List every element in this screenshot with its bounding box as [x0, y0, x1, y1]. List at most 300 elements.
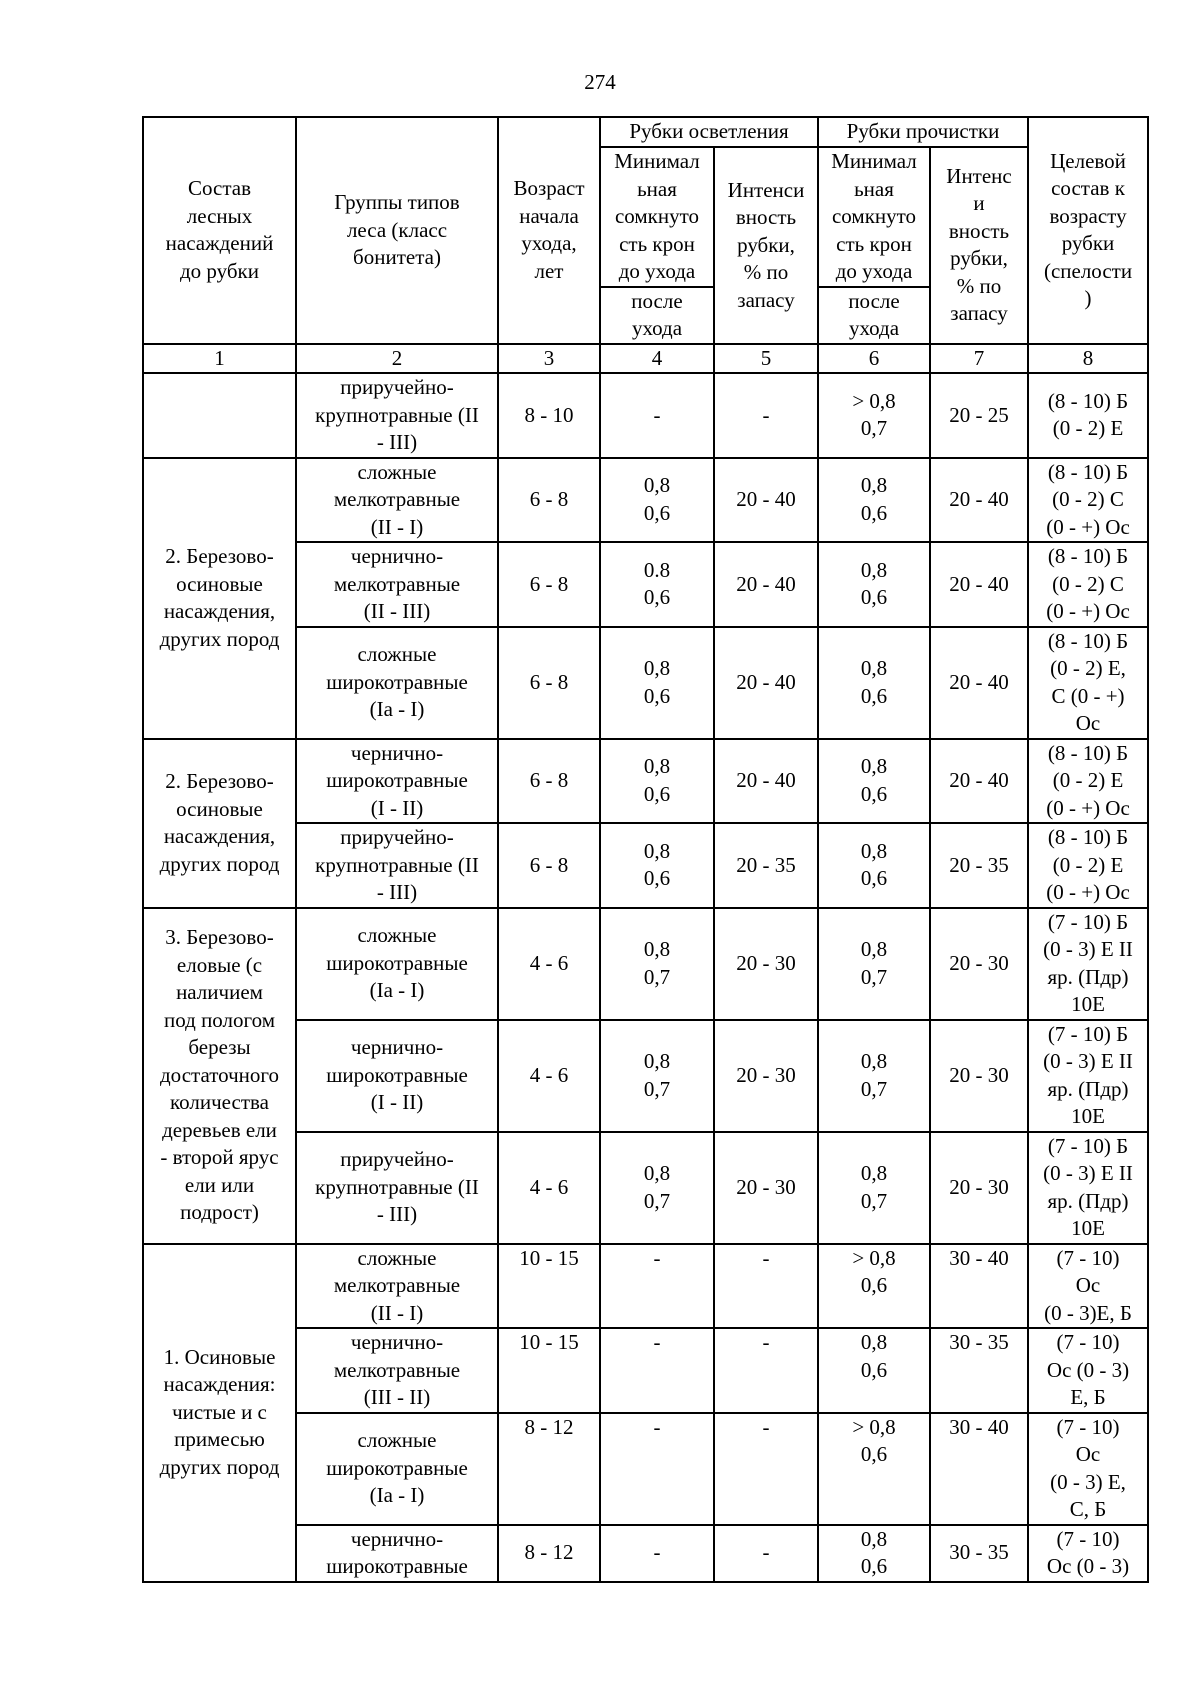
cell-line: 0,8: [643, 838, 671, 863]
cell-line: сложные: [357, 1428, 437, 1453]
cell-line: (Ia - I): [369, 1483, 425, 1508]
cell-start-age: 4 - 6: [498, 1132, 600, 1244]
cell-line: чистые и с: [172, 1399, 267, 1424]
cell-cleaning-intensity: 20 - 40: [930, 739, 1028, 824]
cell-line: (8 - 10) Б: [1047, 388, 1129, 413]
cell-target-composition: [1028, 908, 1148, 1020]
cell-line: (0 - 3) Е II: [1043, 1161, 1133, 1185]
cell-target-composition: [1028, 458, 1148, 543]
cell-line: крупнотравные (II: [315, 1174, 479, 1199]
cell-line: Группы типов: [334, 190, 460, 214]
cell-line: осиновые: [176, 796, 263, 821]
cell-line: 0,6: [860, 500, 888, 525]
cell-line: вность: [948, 218, 1010, 243]
cell-line: 0,6: [643, 781, 671, 806]
cell-cleaning-intensity: 20 - 40: [930, 542, 1028, 627]
cell-line: 0,7: [643, 1076, 671, 1101]
cell-line: начала: [519, 203, 579, 228]
cell-line: 0,6: [860, 1554, 888, 1578]
cell-line: насаждения:: [163, 1372, 276, 1397]
cell-line: достаточного: [160, 1062, 279, 1087]
cell-line: (7 - 10) Б: [1047, 1021, 1129, 1046]
cell-light-closure: [600, 542, 714, 627]
cell-line: крупнотравные (II: [315, 402, 479, 427]
cell-line: Интенс: [946, 163, 1012, 188]
cell-forest-type: [296, 627, 498, 739]
cell-line: (7 - 10) Б: [1047, 909, 1129, 934]
cell-line: насаждений: [165, 231, 274, 256]
cell-line: крупнотравные (II: [315, 852, 479, 877]
cell-start-age: 8 - 12: [498, 1525, 600, 1582]
cell-cleaning-closure: [818, 627, 930, 739]
cell-line: 1. Осиновые: [163, 1344, 276, 1369]
cell-line: до рубки: [179, 258, 259, 283]
cell-forest-type: [296, 458, 498, 543]
cell-line: (спелости: [1043, 258, 1133, 283]
cell-light-intensity: 20 - 35: [714, 823, 818, 908]
cell-target-composition: [1028, 1132, 1148, 1244]
cell-line: чернично-: [350, 1330, 444, 1354]
column-number: 1: [143, 344, 296, 374]
cell-light-intensity: 20 - 30: [714, 1132, 818, 1244]
cell-composition: [143, 373, 296, 458]
cell-line: -: [653, 1414, 661, 1439]
cell-line: % по: [956, 273, 1002, 298]
cell-line: леса (класс: [346, 217, 448, 242]
cell-light-intensity: 20 - 40: [714, 739, 818, 824]
cell-line: других пород: [159, 626, 280, 651]
cell-line: 0,8: [860, 1526, 888, 1551]
cell-composition: [143, 1244, 296, 1582]
cell-cleaning-intensity: 30 - 35: [930, 1525, 1028, 1582]
cell-line: (II - III): [363, 599, 431, 623]
cell-line: - III): [376, 1202, 418, 1227]
cell-line: -: [653, 1330, 661, 1354]
header-light-closure-before: [601, 148, 713, 288]
cell-light-intensity: 20 - 30: [714, 1020, 818, 1132]
cell-line: 0.8: [643, 557, 671, 582]
cell-line: березы: [188, 1035, 251, 1060]
cell-cleaning-closure: [818, 1525, 930, 1582]
cell-line: 0,8: [860, 1330, 888, 1354]
cell-line: (0 - +) Ос: [1046, 599, 1130, 623]
cell-line: (0 - +) Ос: [1046, 795, 1130, 820]
cell-line: чернично-: [350, 1035, 444, 1060]
cell-light-closure: [600, 627, 714, 739]
cell-line: -: [653, 1245, 661, 1270]
cell-forest-type: [296, 1244, 498, 1329]
cell-line: (Ia - I): [369, 697, 425, 722]
cell-line: до ухода: [618, 259, 696, 283]
forest-care-table: [142, 116, 1149, 1583]
header-cleaning-closure: [818, 147, 930, 344]
cell-cleaning-closure: [818, 823, 930, 908]
cell-cleaning-closure: [818, 1132, 930, 1244]
cell-line: Ос (0 - 3): [1046, 1357, 1130, 1382]
cell-cleaning-closure: [818, 542, 930, 627]
cell-line: С (0 - +): [1051, 683, 1125, 708]
cell-line: 0,7: [643, 964, 671, 989]
cell-line: осиновые: [176, 571, 263, 596]
column-number: 6: [818, 344, 930, 374]
cell-line: мелкотравные: [333, 1273, 461, 1297]
cell-line: сомкнуто: [614, 204, 700, 228]
cell-line: 10Е: [1071, 1216, 1105, 1240]
cell-line: состав к: [1051, 176, 1125, 201]
cell-line: вность: [735, 205, 797, 229]
cell-line: 0,6: [860, 585, 888, 610]
cell-cleaning-intensity: 20 - 40: [930, 627, 1028, 739]
cell-cleaning-intensity: 20 - 30: [930, 1132, 1028, 1244]
cell-line: после: [631, 288, 683, 313]
cell-line: 10Е: [1071, 992, 1105, 1016]
column-number: 4: [600, 344, 714, 374]
cell-start-age: 6 - 8: [498, 542, 600, 627]
cell-line: % по: [743, 260, 789, 284]
cell-line: широкотравные: [326, 768, 468, 792]
cell-line: ели или: [184, 1172, 255, 1197]
cell-line: -: [653, 402, 661, 427]
cell-line: Минимал: [831, 149, 917, 173]
cell-line: широкотравные: [326, 1062, 468, 1087]
cell-light-closure: [600, 1244, 714, 1329]
cell-line: > 0,8: [852, 1414, 896, 1439]
column-number: 8: [1028, 344, 1148, 374]
cell-line: 0,7: [643, 1188, 671, 1213]
cell-line: 0,6: [643, 683, 671, 708]
cell-line: (7 - 10): [1056, 1414, 1120, 1439]
cell-line: других пород: [159, 851, 280, 876]
cell-light-closure: [600, 1525, 714, 1582]
column-number: 7: [930, 344, 1028, 374]
cell-line: насаждения,: [163, 824, 276, 848]
cell-line: (8 - 10) Б: [1047, 740, 1129, 765]
cell-forest-type: [296, 1132, 498, 1244]
cell-composition: [143, 458, 296, 739]
cell-line: 0,8: [643, 473, 671, 498]
cell-line: Возраст: [513, 176, 585, 201]
cell-light-closure: [600, 1413, 714, 1525]
cell-line: сложные: [357, 642, 437, 667]
cell-line: яр. (Пдр): [1047, 1188, 1129, 1213]
cell-target-composition: [1028, 542, 1148, 627]
cell-line: (8 - 10) Б: [1047, 544, 1129, 568]
cell-line: приручейно-: [340, 1147, 454, 1172]
cell-line: лет: [534, 258, 564, 283]
cell-light-intensity: -: [714, 373, 818, 458]
cell-line: (I - II): [370, 795, 424, 820]
cell-line: (7 - 10): [1056, 1526, 1120, 1551]
cell-cleaning-intensity: 30 - 40: [930, 1413, 1028, 1525]
cell-cleaning-closure: [818, 908, 930, 1020]
cell-cleaning-intensity: 30 - 35: [930, 1328, 1028, 1413]
cell-line: 0,7: [860, 416, 888, 441]
cell-line: 0,7: [860, 1188, 888, 1213]
cell-line: Е, Б: [1070, 1385, 1106, 1409]
cell-line: яр. (Пдр): [1047, 1076, 1129, 1101]
cell-line: 10Е: [1071, 1104, 1105, 1128]
cell-target-composition: [1028, 1525, 1148, 1582]
cell-light-intensity: 20 - 40: [714, 627, 818, 739]
cell-line: 0,8: [860, 1049, 888, 1073]
cell-light-closure: [600, 1132, 714, 1244]
cell-start-age: 4 - 6: [498, 1020, 600, 1132]
cell-line: 0,6: [860, 1442, 888, 1466]
cell-line: 0,8: [643, 754, 671, 779]
cell-line: 0,8: [860, 937, 888, 961]
cell-line: широкотравные: [326, 1554, 468, 1578]
cell-line: (II - I): [370, 1300, 424, 1325]
cell-light-intensity: 20 - 30: [714, 908, 818, 1020]
cell-line: бонитета): [353, 245, 441, 269]
cell-line: 0,8: [860, 754, 888, 779]
cell-light-intensity: 20 - 40: [714, 458, 818, 543]
cell-light-intensity: -: [714, 1244, 818, 1329]
cell-cleaning-intensity: 20 - 40: [930, 458, 1028, 543]
cell-cleaning-closure: [818, 458, 930, 543]
cell-line: 0,8: [643, 656, 671, 680]
cell-line: (0 - 3) Е II: [1043, 1049, 1133, 1073]
cell-line: (Ia - I): [369, 978, 425, 1003]
cell-line: рубки: [1061, 231, 1115, 256]
cell-line: (0 - +) Ос: [1046, 880, 1130, 904]
cell-line: > 0,8: [852, 1245, 896, 1270]
cell-line: широкотравные: [326, 1455, 468, 1480]
cell-start-age: 6 - 8: [498, 823, 600, 908]
cell-line: 0,7: [860, 964, 888, 989]
table-row: [143, 908, 1148, 1020]
cell-line: запасу: [950, 301, 1008, 326]
cell-line: (8 - 10) Б: [1047, 459, 1129, 484]
cell-target-composition: [1028, 823, 1148, 908]
cell-forest-type: [296, 542, 498, 627]
cell-target-composition: [1028, 1413, 1148, 1525]
cell-line: (I - II): [370, 1090, 424, 1115]
cell-forest-type: [296, 908, 498, 1020]
cell-light-closure: [600, 908, 714, 1020]
cell-line: сть крон: [619, 231, 695, 256]
cell-start-age: 10 - 15: [498, 1328, 600, 1413]
table-row: [143, 458, 1148, 543]
cell-light-closure: [600, 1328, 714, 1413]
cell-light-intensity: -: [714, 1413, 818, 1525]
cell-composition: [143, 739, 296, 908]
cell-light-closure: [600, 373, 714, 458]
cell-forest-type: [296, 739, 498, 824]
cell-line: 3. Березово-: [165, 925, 274, 950]
cell-cleaning-closure: [818, 1328, 930, 1413]
cell-cleaning-intensity: 20 - 30: [930, 908, 1028, 1020]
header-forest-type: [296, 117, 498, 344]
cell-line: 0,6: [860, 1357, 888, 1382]
cell-line: ухода: [631, 316, 683, 340]
column-number: 5: [714, 344, 818, 374]
cell-line: 0,6: [860, 866, 888, 891]
header-light-cuttings: Рубки осветления: [600, 117, 818, 147]
cell-line: до ухода: [835, 259, 913, 283]
cell-start-age: 4 - 6: [498, 908, 600, 1020]
header-light-closure: [600, 147, 714, 344]
cell-forest-type: [296, 373, 498, 458]
cell-line: (0 - 3)Е, Б: [1044, 1300, 1132, 1325]
cell-forest-type: [296, 1328, 498, 1413]
cell-line: ): [1084, 286, 1092, 311]
cell-start-age: 8 - 12: [498, 1413, 600, 1525]
cell-forest-type: [296, 1413, 498, 1525]
cell-line: (0 - 3) Е II: [1043, 937, 1133, 961]
cell-line: (0 - 3) Е,: [1050, 1469, 1126, 1494]
table-row: [143, 739, 1148, 824]
cell-line: лесных: [186, 203, 253, 228]
cell-line: Целевой: [1050, 148, 1126, 173]
cell-line: чернично-: [350, 1526, 444, 1551]
cell-line: (0 - 2) С: [1052, 487, 1124, 511]
cell-line: сть крон: [836, 231, 912, 256]
cell-start-age: 10 - 15: [498, 1244, 600, 1329]
column-number: 3: [498, 344, 600, 374]
cell-line: ухода: [848, 316, 900, 340]
table-row: [143, 373, 1148, 458]
cell-line: (7 - 10) Б: [1047, 1133, 1129, 1158]
cell-line: мелкотравные: [333, 487, 461, 511]
header-composition: [143, 117, 296, 344]
cell-line: рубки,: [950, 246, 1008, 271]
cell-light-intensity: -: [714, 1328, 818, 1413]
cell-forest-type: [296, 823, 498, 908]
cell-target-composition: [1028, 1328, 1148, 1413]
cell-line: 0,8: [860, 557, 888, 582]
cell-line: -: [653, 1540, 661, 1565]
cell-cleaning-intensity: 20 - 25: [930, 373, 1028, 458]
table-row: [143, 1244, 1148, 1329]
cell-line: подрост): [180, 1200, 259, 1225]
header-start-age: [498, 117, 600, 344]
header-cleaning-closure-after: [819, 288, 929, 343]
cell-line: возрасту: [1049, 203, 1127, 228]
page-number: 274: [584, 70, 616, 94]
cell-line: чернично-: [350, 740, 444, 765]
cell-line: Интенси: [727, 177, 805, 202]
cell-line: других пород: [159, 1454, 280, 1479]
cell-line: (II - I): [370, 514, 424, 539]
cell-line: 0,8: [860, 1161, 888, 1185]
cell-line: 0,8: [643, 1161, 671, 1185]
cell-line: (0 - 2) Е: [1052, 416, 1124, 441]
cell-cleaning-closure: [818, 1244, 930, 1329]
cell-start-age: 6 - 8: [498, 627, 600, 739]
cell-line: 0,6: [860, 781, 888, 806]
cell-line: и: [973, 191, 985, 216]
header-cleaning-cuttings: Рубки прочистки: [818, 117, 1028, 147]
cell-line: мелкотравные: [333, 571, 461, 596]
cell-target-composition: [1028, 1244, 1148, 1329]
cell-light-closure: [600, 739, 714, 824]
cell-cleaning-intensity: 20 - 35: [930, 823, 1028, 908]
cell-line: еловые (с: [176, 952, 263, 977]
cell-line: после: [848, 288, 900, 313]
cell-line: 0,6: [643, 500, 671, 525]
header-cleaning-closure-before: [819, 148, 929, 288]
cell-start-age: 6 - 8: [498, 739, 600, 824]
cell-target-composition: [1028, 373, 1148, 458]
cell-line: чернично-: [350, 544, 444, 568]
cell-line: мелкотравные: [333, 1357, 461, 1382]
cell-line: деревьев ели: [162, 1117, 277, 1142]
cell-composition: [143, 908, 296, 1244]
cell-line: > 0,8: [852, 388, 896, 413]
cell-light-intensity: 20 - 40: [714, 542, 818, 627]
cell-line: Ос: [1075, 1442, 1101, 1466]
cell-line: 0,8: [860, 838, 888, 863]
cell-line: под пологом: [164, 1007, 275, 1032]
cell-line: широкотравные: [326, 669, 468, 694]
cell-line: (0 - 2) Е: [1052, 768, 1124, 792]
cell-target-composition: [1028, 739, 1148, 824]
cell-line: 0,8: [643, 937, 671, 961]
cell-line: 0,6: [860, 683, 888, 708]
cell-line: яр. (Пдр): [1047, 964, 1129, 989]
cell-line: Состав: [187, 176, 252, 201]
cell-line: С, Б: [1069, 1497, 1107, 1521]
cell-line: запасу: [737, 287, 795, 312]
cell-line: 2. Березово-: [165, 769, 274, 793]
header-target-composition: [1028, 117, 1148, 344]
cell-line: сложные: [357, 459, 437, 484]
cell-line: 2. Березово-: [165, 544, 274, 568]
cell-line: - III): [376, 430, 418, 454]
cell-cleaning-closure: [818, 373, 930, 458]
cell-line: 0,6: [860, 1273, 888, 1297]
cell-line: (7 - 10): [1056, 1330, 1120, 1354]
cell-line: сложные: [357, 1245, 437, 1270]
cell-line: сложные: [357, 923, 437, 948]
cell-light-intensity: -: [714, 1525, 818, 1582]
cell-line: количества: [170, 1090, 269, 1115]
cell-line: рубки,: [737, 232, 795, 257]
cell-cleaning-closure: [818, 1020, 930, 1132]
cell-start-age: 8 - 10: [498, 373, 600, 458]
cell-line: 0,7: [860, 1076, 888, 1101]
header-light-intensity: [714, 147, 818, 344]
cell-line: Ос: [1075, 711, 1101, 735]
cell-line: 0,8: [860, 656, 888, 680]
cell-cleaning-intensity: 20 - 30: [930, 1020, 1028, 1132]
cell-line: примесью: [174, 1427, 265, 1452]
cell-line: 0,8: [860, 473, 888, 498]
cell-line: (0 - 2) Е: [1052, 852, 1124, 877]
cell-line: ьная: [854, 176, 894, 201]
column-number: 2: [296, 344, 498, 374]
cell-line: - второй ярус: [160, 1145, 279, 1170]
cell-line: - III): [376, 880, 418, 904]
cell-light-closure: [600, 458, 714, 543]
cell-line: ухода,: [521, 231, 577, 256]
cell-line: (7 - 10): [1056, 1245, 1120, 1270]
cell-line: 0,6: [643, 585, 671, 610]
cell-line: приручейно-: [340, 825, 454, 849]
cell-cleaning-closure: [818, 739, 930, 824]
cell-line: (0 - 2) С: [1052, 571, 1124, 596]
cell-line: (8 - 10) Б: [1047, 825, 1129, 849]
cell-line: насаждения,: [163, 599, 276, 623]
cell-light-closure: [600, 823, 714, 908]
cell-forest-type: [296, 1525, 498, 1582]
cell-target-composition: [1028, 627, 1148, 739]
cell-line: (III - II): [363, 1385, 431, 1409]
cell-target-composition: [1028, 1020, 1148, 1132]
cell-line: 0,6: [643, 866, 671, 891]
cell-line: Ос (0 - 3): [1046, 1554, 1130, 1578]
